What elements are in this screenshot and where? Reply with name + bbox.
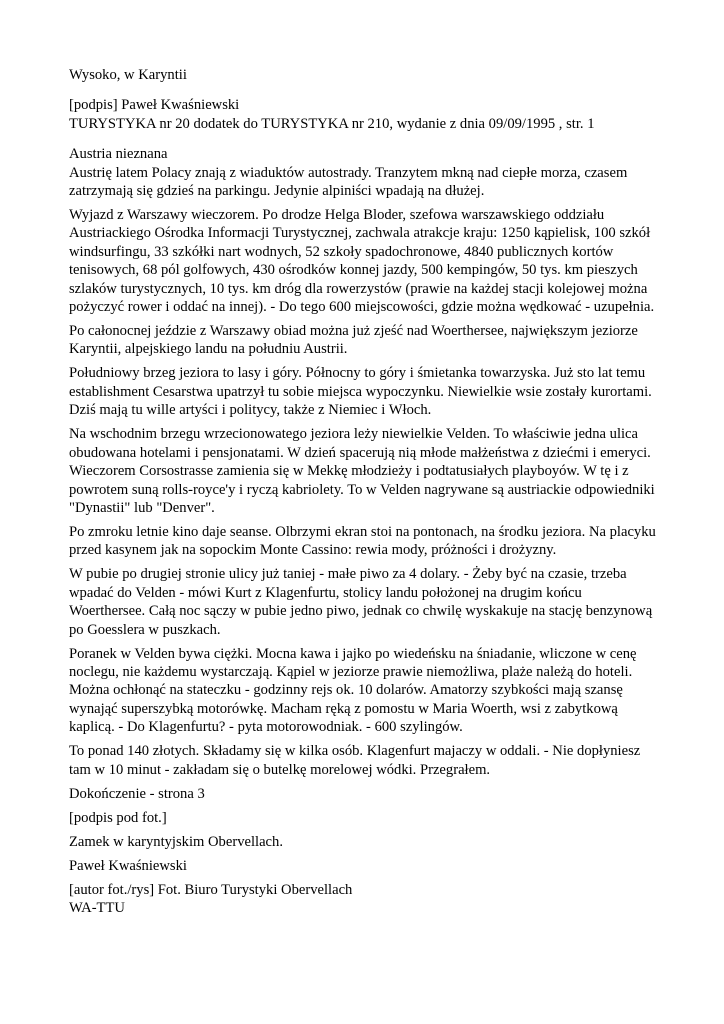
document-page (69, 66, 659, 923)
paragraph: Południowy brzeg jeziora to lasy i góry. Północny to góry i śmietanka towarzyska. Już sto lat temu establishment Cesarstwa upatrzył tu sobie miejsca wypoczynku. Niewielkie wsie zostały kurortami. Dziś mają tu wille artyści i politycy, także z Niemiec i Włoch. (69, 365, 652, 419)
caption-label: [podpis pod fot.] (69, 809, 167, 826)
photo-credit: [autor fot./rys] Fot. Biuro Turystyki Obervellach WA-TTU (69, 881, 353, 916)
paragraph: Wyjazd z Warszawy wieczorem. Po drodze Helga Bloder, szefowa warszawskiego oddziału Austriackiego Ośrodka Informacji Turystycznej, zachwala atrakcje kraju: 1250 kąpielisk, 100 szkół windsurfingu, 33 szkółki nart wodnych, 52 szkoły spadochronowe, 4840 publicznych kortów tenisowych, 68 pól golfowych, 430 ośrodków konnej jazdy, 500 kempingów, 50 tys. km pieszych szlaków turystycznych, 10 tys. km dróg dla rowerzystów (prawie na każdej stacji kolejowej można pożyczyć rower i oddać na innej). - Do tego 600 miejscowości, gdzie można wędkować - uzupełnia. (69, 207, 655, 316)
article-heading: Wysoko, w Karyntii (69, 67, 187, 83)
continuation-note: Dokończenie - strona 3 (69, 785, 205, 802)
paragraph: Po całonocnej jeździe z Warszawy obiad można już zjeść nad Woerthersee, największym jeziorze Karyntii, alpejskiego landu na południu Austrii. (69, 323, 638, 358)
author-name: Paweł Kwaśniewski (69, 857, 187, 874)
paragraph: Na wschodnim brzegu wrzecionowatego jeziora leży niewielkie Velden. To właściwie jedna ulica obudowana hotelami i pensjonatami. W dzień spacerują nią młode małżeństwa z dziećmi i emeryci. Wieczorem Corsostrasse zamienia się w Mekkę młodzieży i podtatusiałych playboyów. W tę i z powrotem suną rolls-royce'y i ryczą kabriolety. To w Velden nagrywane są austriackie odpowiedniki "Dynastii" lub "Denver". (69, 426, 655, 516)
photo-caption: Zamek w karyntyjskim Obervellach. (69, 833, 283, 850)
paragraph: Poranek w Velden bywa ciężki. Mocna kawa i jajko po wiedeńsku na śniadanie, wliczone w cenę noclegu, nie każdemu wystarczają. Kąpiel w jeziorze prawie niemożliwa, plaże należą do hoteli. Można ochłonąć na stateczku - godzinny rejs ok. 10 dolarów. Amatorzy szybkości mają szansę wynająć superszybką motorówkę. Macham ręką z pomostu w Maria Woerth, wsi z zabytkową kaplicą. - Do Klagenfurtu? - pyta motorowodniak. - 600 szylingów. (69, 645, 637, 736)
article-byline: [podpis] Paweł Kwaśniewski TURYSTYKA nr 20 dodatek do TURYSTYKA nr 210, wydanie z dnia 09/09/1995 , str. 1 (69, 97, 595, 132)
article-lead: Austria nieznana Austrię latem Polacy znają z wiaduktów autostrady. Tranzytem mkną nad ciepłe morza, czasem zatrzymają się gdzieś na parkingu. Jedynie alpiniści wpadają na dłużej. (69, 146, 628, 200)
paragraph: Po zmroku letnie kino daje seanse. Olbrzymi ekran stoi na pontonach, na środku jeziora. Na placyku przed kasynem jak na sopockim Monte Cassino: rewia mody, próżności i drożyzny. (69, 523, 656, 559)
paragraph: W pubie po drugiej stronie ulicy już taniej - małe piwo za 4 dolary. - Żeby być na czasie, trzeba wpadać do Velden - mówi Kurt z Klagenfurtu, stolicy landu położonej na drugim końcu Woerthersee. Całą noc sączy w pubie jedno piwo, jednak co chwilę wyskakuje na stację benzynową po Goesslera w puszkach. (69, 566, 653, 638)
paragraph: To ponad 140 złotych. Składamy się w kilka osób. Klagenfurt majaczy w oddali. - Nie dopłyniesz tam w 10 minut - zakładam się o butelkę morelowej wódki. Przegrałem. (69, 743, 641, 778)
